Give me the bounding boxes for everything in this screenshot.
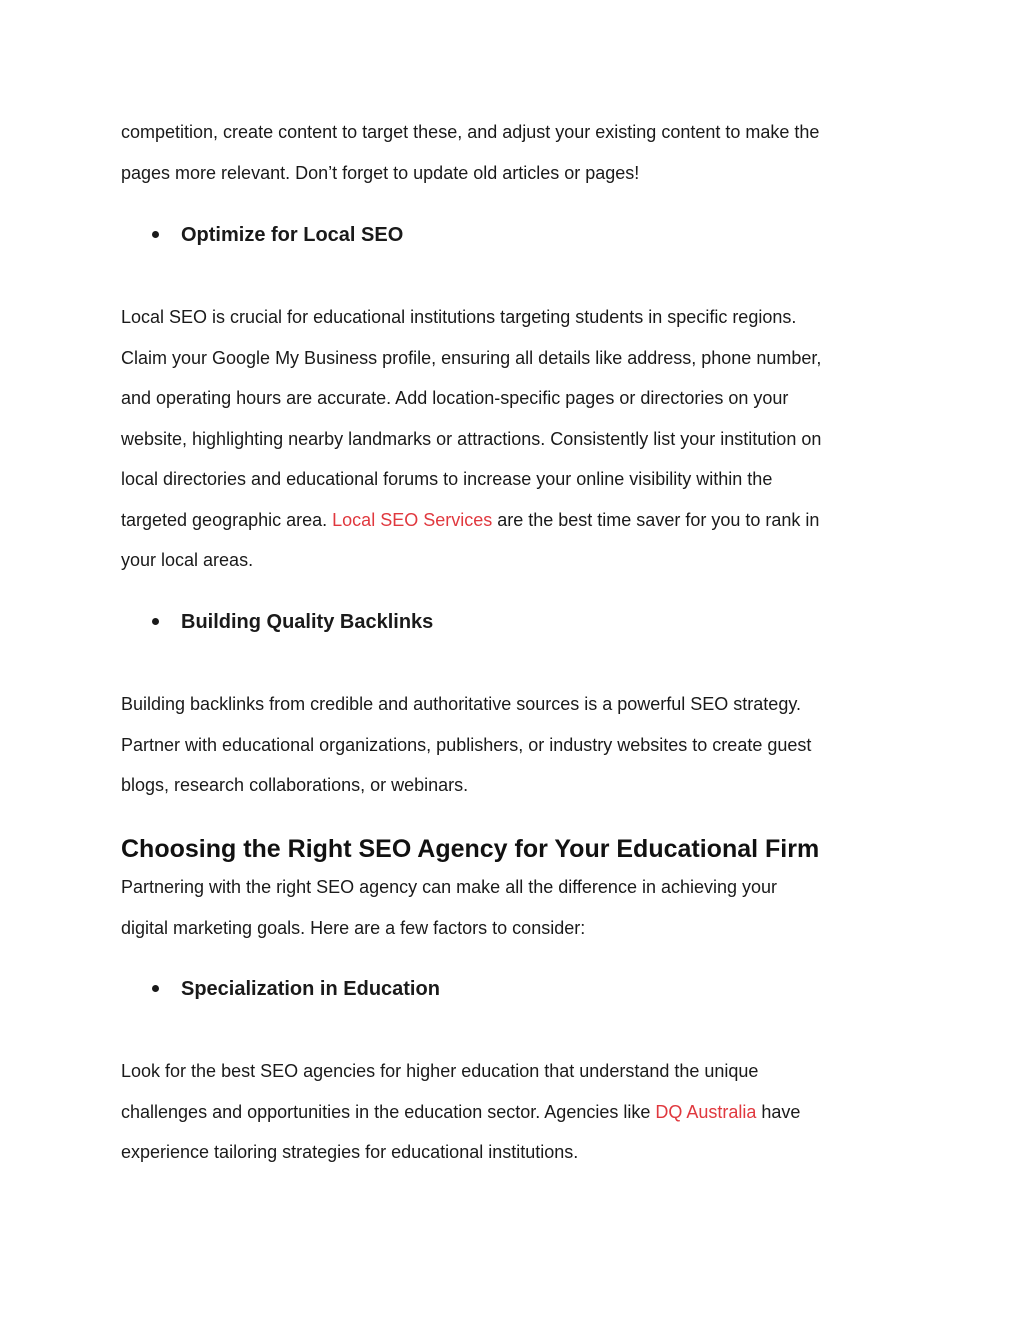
text-span: targeted geographic area. bbox=[121, 509, 333, 530]
paragraph-line: digital marketing goals. Here are a few factors to consider: bbox=[121, 917, 586, 938]
bullet-item bbox=[0, 221, 960, 249]
text-span: are the best time saver for you to rank in bbox=[492, 509, 820, 530]
bullet-dot-icon bbox=[152, 618, 159, 625]
paragraph-line: pages more relevant. Don’t forget to update old articles or pages! bbox=[121, 162, 640, 183]
paragraph-line: local directories and educational forums to increase your online visibility within the bbox=[121, 469, 773, 489]
intro-paragraph bbox=[121, 112, 921, 193]
section-heading: Choosing the Right SEO Agency for Your Educational Firm bbox=[121, 835, 820, 863]
bullet-local-seo bbox=[121, 221, 921, 249]
paragraph-line bbox=[121, 1092, 921, 1133]
bullet-item bbox=[0, 975, 960, 1003]
specialization-paragraph bbox=[121, 1051, 921, 1173]
text-span: challenges and opportunities in the education sector. Agencies like bbox=[121, 1101, 656, 1122]
paragraph-line: blogs, research collaborations, or webinars. bbox=[121, 775, 469, 795]
paragraph-line: your local areas. bbox=[121, 550, 254, 570]
bullet-label: Optimize for Local SEO bbox=[181, 224, 404, 246]
paragraph-line: Partner with educational organizations, publishers, or industry websites to create guest bbox=[121, 734, 812, 755]
agency-paragraph bbox=[121, 867, 921, 948]
paragraph-line: Look for the best SEO agencies for higher education that understand the unique bbox=[121, 1061, 759, 1081]
local-seo-services-link[interactable]: Local SEO Services bbox=[332, 509, 493, 530]
agency-section bbox=[121, 833, 921, 865]
paragraph-line: and operating hours are accurate. Add location-specific pages or directories on your bbox=[121, 388, 789, 408]
bullet-dot-icon bbox=[152, 231, 159, 238]
bullet-specialization bbox=[121, 975, 921, 1003]
paragraph-line: Local SEO is crucial for educational institutions targeting students in specific regions. bbox=[121, 307, 797, 327]
paragraph-line bbox=[121, 500, 921, 541]
backlinks-paragraph bbox=[121, 684, 921, 806]
bullet-label: Building Quality Backlinks bbox=[181, 611, 434, 633]
local-seo-paragraph bbox=[121, 297, 921, 581]
bullet-dot-icon bbox=[152, 985, 159, 992]
bullet-label: Specialization in Education bbox=[181, 978, 440, 1000]
paragraph-line: website, highlighting nearby landmarks or attractions. Consistently list your institution on bbox=[121, 428, 822, 449]
paragraph-line: competition, create content to target these, and adjust your existing content to make the bbox=[121, 122, 820, 142]
paragraph-line: Partnering with the right SEO agency can make all the difference in achieving your bbox=[121, 877, 778, 897]
text-span: have bbox=[756, 1101, 801, 1122]
bullet-item bbox=[0, 608, 960, 636]
paragraph-line: experience tailoring strategies for educational institutions. bbox=[121, 1142, 579, 1162]
bullet-backlinks bbox=[121, 608, 921, 636]
paragraph-line: Building backlinks from credible and authoritative sources is a powerful SEO strategy. bbox=[121, 694, 801, 714]
paragraph-line: Claim your Google My Business profile, ensuring all details like address, phone number, bbox=[121, 347, 822, 368]
dq-australia-link[interactable]: DQ Australia bbox=[655, 1101, 757, 1122]
